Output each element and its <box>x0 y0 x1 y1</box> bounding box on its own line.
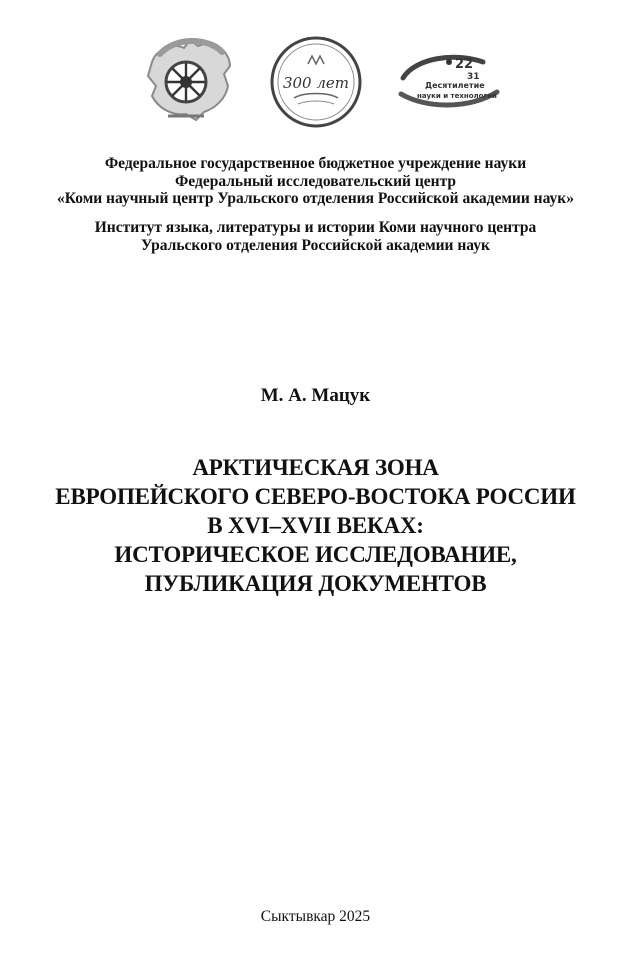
decade-label-line1: Десятилетие <box>425 81 485 90</box>
decade-of-science-emblem-icon <box>395 48 505 116</box>
institute-block <box>0 219 631 254</box>
decade-end-year: 31 <box>467 72 480 82</box>
institution-line-1: Федеральное государственное бюджетное учреждение науки <box>104 155 527 172</box>
title-line-1: АРКТИЧЕСКАЯ ЗОНА <box>192 455 439 480</box>
decade-label-line2: науки и технологий <box>417 92 497 100</box>
title-line-2: ЕВРОПЕЙСКОГО СЕВЕРО-ВОСТОКА РОССИИ <box>55 484 576 509</box>
institute-line-2: Уральского отделения Российской академии наук <box>141 236 490 254</box>
imprint-place-year: Сыктывкар 2025 <box>260 908 371 925</box>
logo-row <box>0 28 631 128</box>
title-line-3: В XVI–XVII ВЕКАХ: <box>207 513 424 538</box>
institution-line-2: Федеральный исследовательский центр <box>174 172 457 190</box>
komi-science-center-emblem-icon <box>138 32 242 124</box>
institution-block <box>0 155 631 208</box>
book-title <box>0 453 631 598</box>
institute-line-1: Институт языка, литературы и истории Коми научного центра <box>94 219 537 236</box>
anniversary-number: 300 лет <box>282 74 350 92</box>
academy-300-years-emblem-icon <box>268 34 364 130</box>
title-line-5: ПУБЛИКАЦИЯ ДОКУМЕНТОВ <box>144 571 487 596</box>
decade-start-year: 22 <box>455 57 474 72</box>
institution-line-3: «Коми научный центр Уральского отделения Российской академии наук» <box>57 190 574 207</box>
author-name: М. А. Мацук <box>260 385 371 406</box>
title-line-4: ИСТОРИЧЕСКОЕ ИССЛЕДОВАНИЕ, <box>114 542 517 567</box>
